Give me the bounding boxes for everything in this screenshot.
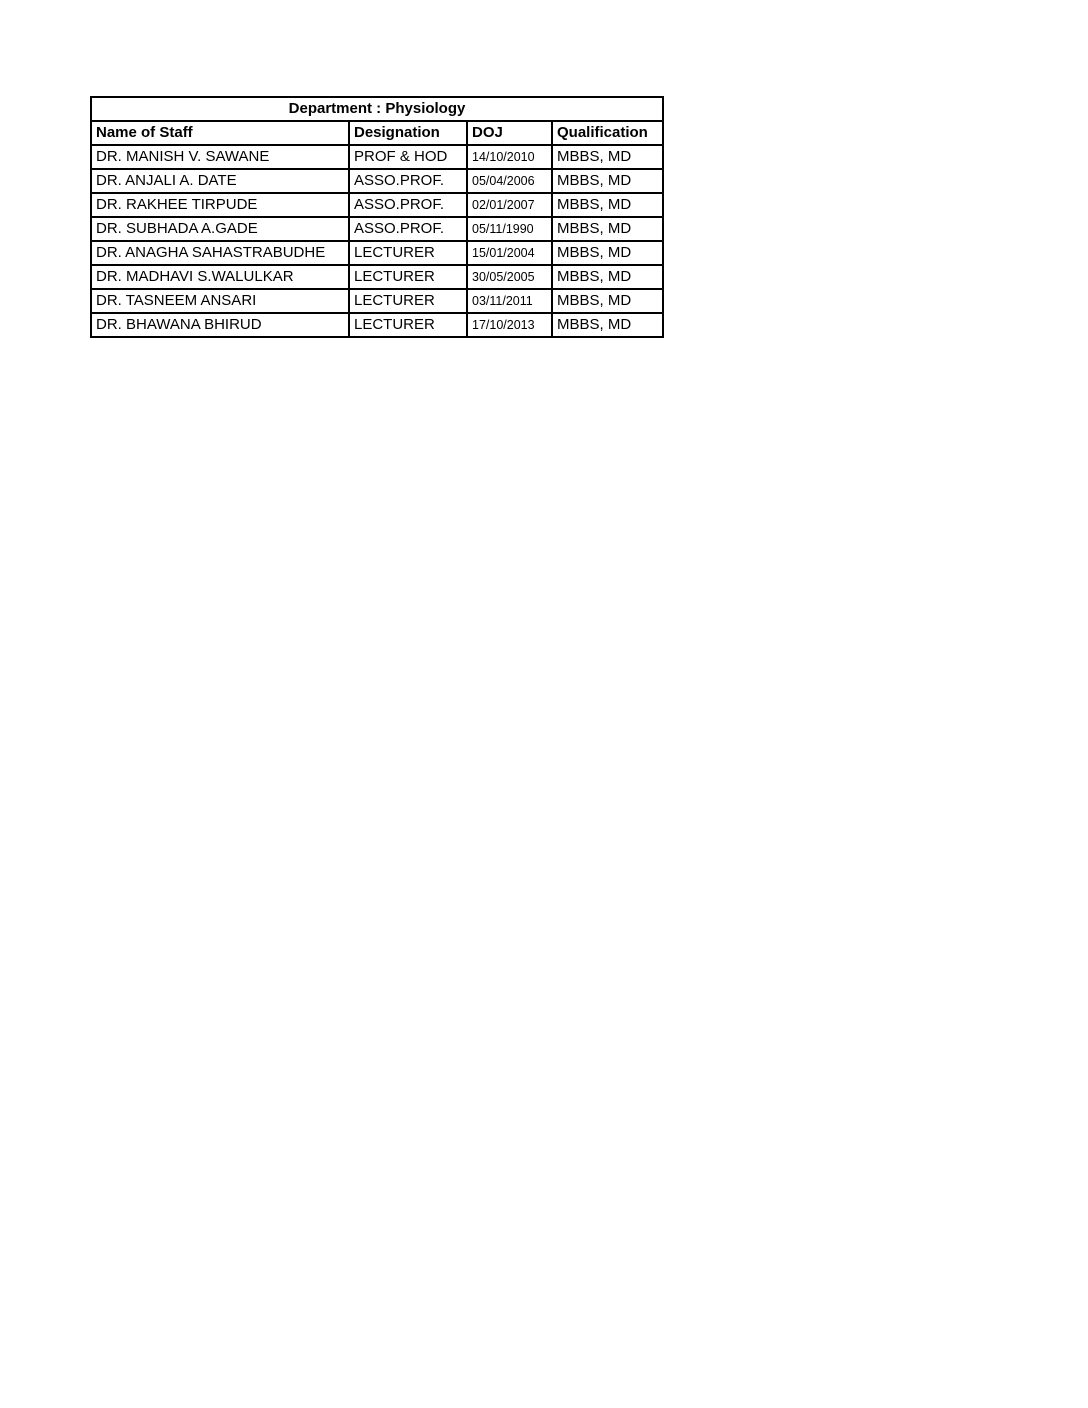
staff-doj: 05/11/1990 [467, 217, 552, 241]
staff-qualification: MBBS, MD [552, 145, 663, 169]
staff-qualification: MBBS, MD [552, 217, 663, 241]
staff-designation: LECTURER [349, 313, 467, 337]
column-header-doj: DOJ [467, 121, 552, 145]
staff-designation: LECTURER [349, 241, 467, 265]
table-row [91, 289, 663, 313]
staff-doj: 17/10/2013 [467, 313, 552, 337]
staff-doj: 30/05/2005 [467, 265, 552, 289]
column-header-designation: Designation [349, 121, 467, 145]
column-header-qualification: Qualification [552, 121, 663, 145]
staff-designation: ASSO.PROF. [349, 217, 467, 241]
table-row [91, 169, 663, 193]
staff-name: DR. MANISH V. SAWANE [91, 145, 349, 169]
table-row [91, 145, 663, 169]
staff-name: DR. ANAGHA SAHASTRABUDHE [91, 241, 349, 265]
staff-doj: 02/01/2007 [467, 193, 552, 217]
staff-doj: 03/11/2011 [467, 289, 552, 313]
table-row [91, 265, 663, 289]
title-row [91, 97, 663, 121]
staff-name: DR. TASNEEM ANSARI [91, 289, 349, 313]
staff-name: DR. SUBHADA A.GADE [91, 217, 349, 241]
staff-doj: 05/04/2006 [467, 169, 552, 193]
staff-designation: LECTURER [349, 265, 467, 289]
staff-name: DR. RAKHEE TIRPUDE [91, 193, 349, 217]
staff-designation: ASSO.PROF. [349, 169, 467, 193]
staff-qualification: MBBS, MD [552, 313, 663, 337]
staff-qualification: MBBS, MD [552, 193, 663, 217]
staff-designation: LECTURER [349, 289, 467, 313]
staff-designation: ASSO.PROF. [349, 193, 467, 217]
table-row [91, 193, 663, 217]
department-title: Department : Physiology [91, 97, 663, 121]
table-row [91, 313, 663, 337]
staff-qualification: MBBS, MD [552, 265, 663, 289]
staff-name: DR. MADHAVI S.WALULKAR [91, 265, 349, 289]
staff-qualification: MBBS, MD [552, 241, 663, 265]
staff-doj: 14/10/2010 [467, 145, 552, 169]
staff-name: DR. ANJALI A. DATE [91, 169, 349, 193]
staff-doj: 15/01/2004 [467, 241, 552, 265]
staff-name: DR. BHAWANA BHIRUD [91, 313, 349, 337]
staff-qualification: MBBS, MD [552, 289, 663, 313]
staff-table [90, 96, 664, 338]
table-row [91, 217, 663, 241]
column-header-name: Name of Staff [91, 121, 349, 145]
header-row [91, 121, 663, 145]
table-row [91, 241, 663, 265]
staff-designation: PROF & HOD [349, 145, 467, 169]
staff-qualification: MBBS, MD [552, 169, 663, 193]
